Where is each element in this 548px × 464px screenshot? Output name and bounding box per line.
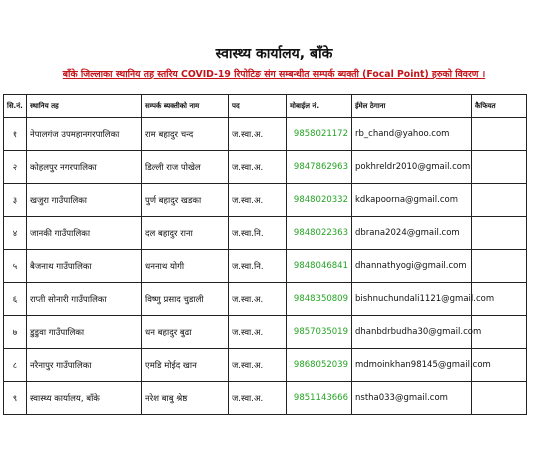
table-header-row — [4, 95, 527, 118]
cell-contact-person: राम बहादुर चन्द — [142, 118, 229, 151]
cell-sn: ८ — [4, 349, 27, 382]
table-row — [4, 250, 527, 283]
cell-mobile: 9848020332 — [287, 184, 352, 217]
cell-sn: ७ — [4, 316, 27, 349]
cell-post: ज.स्वा.अ. — [229, 382, 287, 415]
cell-sn: ९ — [4, 382, 27, 415]
cell-local-level: नेपालगंज उपमहानगरपालिका — [27, 118, 142, 151]
table-row — [4, 184, 527, 217]
cell-contact-person: नरेश बाबु श्रेष्ठ — [142, 382, 229, 415]
cell-email: rb_chand@yahoo.com — [352, 118, 472, 151]
cell-mobile: 9848046841 — [287, 250, 352, 283]
table-row — [4, 349, 527, 382]
header-mobile: मोबाईल नं. — [287, 95, 352, 118]
cell-remarks — [472, 382, 527, 415]
cell-post: ज.स्वा.नि. — [229, 217, 287, 250]
cell-post: ज.स्वा.अ. — [229, 283, 287, 316]
cell-email: dhannathyogi@gmail.com — [352, 250, 472, 283]
table-row — [4, 118, 527, 151]
header-sn: सि.नं. — [4, 95, 27, 118]
header-local-level: स्थानिय तह — [27, 95, 142, 118]
cell-contact-person: धननाथ योगी — [142, 250, 229, 283]
cell-email: kdkapoorna@gmail.com — [352, 184, 472, 217]
cell-post: ज.स्वा.अ. — [229, 151, 287, 184]
cell-sn: २ — [4, 151, 27, 184]
header-email: ईमेल ठेगाना — [352, 95, 472, 118]
header-post: पद — [229, 95, 287, 118]
cell-contact-person: धन बहादुर बुढा — [142, 316, 229, 349]
cell-local-level: डुडुवा गाउँपालिका — [27, 316, 142, 349]
cell-post: ज.स्वा.अ. — [229, 349, 287, 382]
cell-local-level: कोहलपुर नगरपालिका — [27, 151, 142, 184]
cell-sn: ५ — [4, 250, 27, 283]
cell-remarks — [472, 184, 527, 217]
cell-email: dhanbdrbudha30@gmail.com — [352, 316, 472, 349]
cell-mobile: 9857035019 — [287, 316, 352, 349]
header-remarks: कैफियत — [472, 95, 527, 118]
cell-post: ज.स्वा.अ. — [229, 184, 287, 217]
cell-contact-person: एमडि मोईद खान — [142, 349, 229, 382]
header-contact-person: सम्पर्क ब्यक्तीको नाम — [142, 95, 229, 118]
cell-mobile: 9847862963 — [287, 151, 352, 184]
cell-local-level: नरैनापुर गाउँपालिका — [27, 349, 142, 382]
cell-sn: ३ — [4, 184, 27, 217]
cell-post: ज.स्वा.नि. — [229, 250, 287, 283]
cell-email: pokhreldr2010@gmail.com — [352, 151, 472, 184]
cell-local-level: राप्ती सोनारी गाउँपालिका — [27, 283, 142, 316]
cell-email: bishnuchundali1121@gmail.com — [352, 283, 472, 316]
cell-contact-person: दल बहादुर राना — [142, 217, 229, 250]
cell-remarks — [472, 151, 527, 184]
cell-remarks — [472, 118, 527, 151]
cell-mobile: 9858021172 — [287, 118, 352, 151]
cell-mobile: 9848022363 — [287, 217, 352, 250]
cell-local-level: स्वास्थ्य कार्यालय, बाँके — [27, 382, 142, 415]
page-subtitle: बाँके जिल्लाका स्थानिय तह स्तरिय COVID-19 रिपोटिङ संग सम्बन्धीत सम्पर्क ब्यक्ती (Focal Point) हरुको विवरण । — [62, 69, 486, 80]
table-row — [4, 217, 527, 250]
cell-mobile: 9848350809 — [287, 283, 352, 316]
table-row — [4, 316, 527, 349]
cell-post: ज.स्वा.अ. — [229, 118, 287, 151]
cell-email: nstha033@gmail.com — [352, 382, 472, 415]
cell-local-level: जानकी गाउँपालिका — [27, 217, 142, 250]
cell-email: mdmoinkhan98145@gmail.com — [352, 349, 472, 382]
page-title: स्वास्थ्य कार्यालय, बाँके — [215, 46, 333, 62]
cell-contact-person: पुर्ण बहादुर खडका — [142, 184, 229, 217]
cell-local-level: बैजनाथ गाउँपालिका — [27, 250, 142, 283]
table-body — [4, 118, 527, 415]
cell-post: ज.स्वा.अ. — [229, 316, 287, 349]
cell-mobile: 9851143666 — [287, 382, 352, 415]
cell-local-level: खजुरा गाउँपालिका — [27, 184, 142, 217]
table-row — [4, 382, 527, 415]
cell-remarks — [472, 250, 527, 283]
table-row — [4, 151, 527, 184]
cell-sn: ४ — [4, 217, 27, 250]
table-row — [4, 283, 527, 316]
focal-point-table — [3, 94, 527, 415]
cell-contact-person: विष्णु प्रसाद चुडाली — [142, 283, 229, 316]
cell-sn: ६ — [4, 283, 27, 316]
cell-email: dbrana2024@gmail.com — [352, 217, 472, 250]
cell-contact-person: डिल्ली राज पोखेल — [142, 151, 229, 184]
cell-remarks — [472, 217, 527, 250]
cell-sn: १ — [4, 118, 27, 151]
cell-mobile: 9868052039 — [287, 349, 352, 382]
